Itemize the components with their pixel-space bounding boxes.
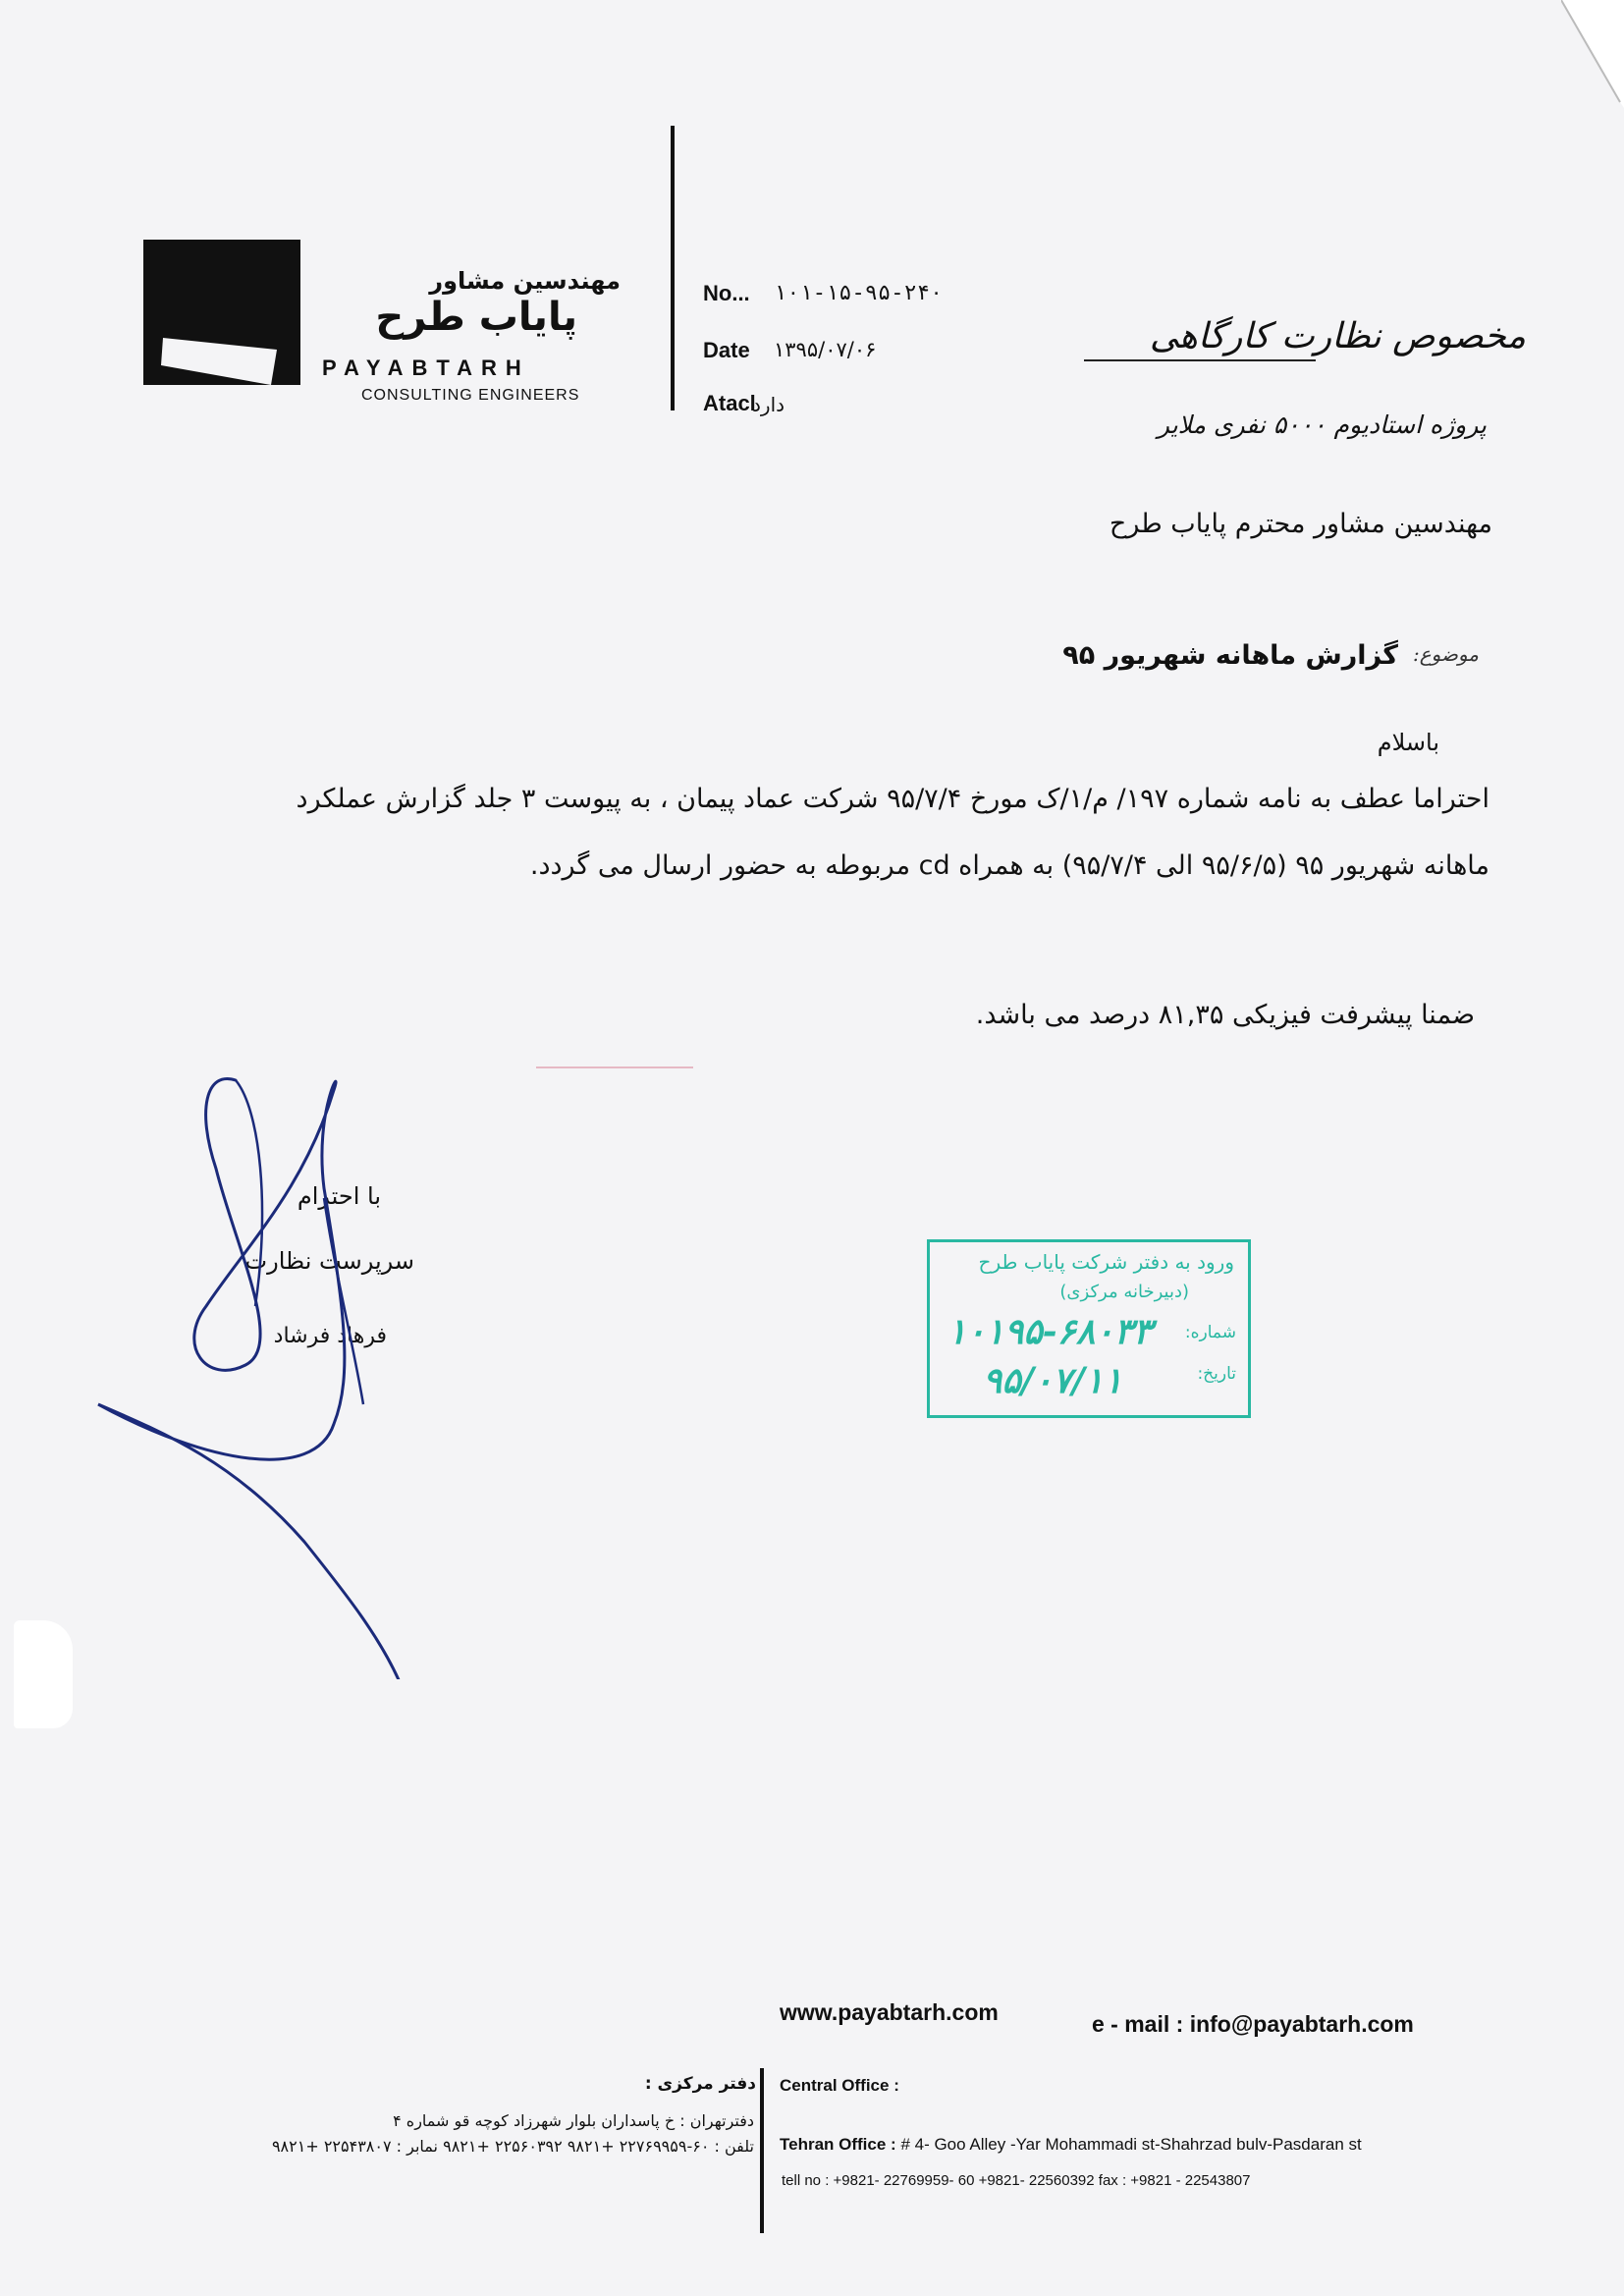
handwritten-signature — [88, 1051, 501, 1679]
body-paragraph-line: ماهانه شهریور ۹۵ (۹۵/۶/۵ الی ۹۵/۷/۴) به همراه cd مربوطه به حضور ارسال می گردد. — [529, 850, 1489, 881]
date-value: ۱۳۹۵/۰۷/۰۶ — [774, 338, 877, 361]
firm-name-en: PAYABTARH — [322, 355, 530, 380]
ref-no-value: ۱۰۱-۱۵-۹۵-۲۴۰ — [774, 281, 944, 305]
recipient: مهندسین مشاور محترم پایاب طرح — [1109, 509, 1492, 539]
signer-name: فرهاد فرشاد — [273, 1324, 387, 1348]
footer-divider — [760, 2068, 764, 2233]
ref-no-label: No... — [703, 281, 750, 305]
classification-note: مخصوص نظارت کارگاهی — [1149, 316, 1526, 356]
signer-title: سرپرست نظارت — [244, 1247, 414, 1275]
phones-en: tell no : +9821- 22769959- 60 +9821- 22560392 fax : +9821 - 22543807 — [782, 2172, 1251, 2189]
website-link[interactable]: www.payabtarh.com — [780, 1999, 999, 2025]
payabtarh-logo — [143, 240, 300, 385]
firm-title-fa: مهندسین مشاور — [429, 267, 621, 295]
stamp-subtitle: (دبیرخانه مرکزی) — [1059, 1282, 1189, 1302]
subject: گزارش ماهانه شهریور ۹۵ — [1062, 640, 1398, 671]
firm-tagline: CONSULTING ENGINEERS — [361, 387, 580, 404]
header-divider — [671, 126, 675, 410]
attachment-value: دارد — [752, 393, 785, 416]
stamp-date-label: تاریخ: — [1197, 1364, 1236, 1384]
tehran-office-address: # 4- Goo Alley -Yar Mohammadi st-Shahrzad bulv-Pasdaran st — [900, 2135, 1362, 2154]
firm-name-fa: پایاب طرح — [375, 295, 577, 340]
received-stamp — [927, 1239, 1251, 1418]
central-office-label-en: Central Office : — [780, 2076, 899, 2095]
stamp-number-label: شماره: — [1184, 1323, 1236, 1342]
phones-fa: تلفن : ۶۰-۲۲۷۶۹۹۵۹ +۹۸۲۱ ۲۲۵۶۰۳۹۲ +۹۸۲۱ نمابر : ۲۲۵۴۳۸۰۷ +۹۸۲۱ — [271, 2137, 754, 2156]
progress-note: ضمنا پیشرفت فیزیکی ۸۱,۳۵ درصد می باشد. — [975, 1000, 1475, 1030]
closing: با احترام — [297, 1182, 381, 1210]
date-label: Date — [703, 338, 750, 362]
folded-corner — [1561, 0, 1624, 108]
body-paragraph-line: احتراما عطف به نامه شماره ۱۹۷/ م/۱/ک مورخ ۹۵/۷/۴ شرکت عماد پیمان ، به پیوست ۳ جلد گزارش عملکرد — [296, 784, 1489, 814]
stamp-date-value: ۹۵/۰۷/۱۱ — [983, 1360, 1123, 1401]
project-note: پروژه استادیوم ۵۰۰۰ نفری ملایر — [1157, 410, 1487, 439]
paper-scrap — [14, 1620, 73, 1728]
email-link[interactable]: e - mail : info@payabtarh.com — [1092, 2011, 1414, 2037]
classification-underline — [1084, 359, 1316, 361]
tehran-office-label: Tehran Office : — [780, 2135, 896, 2154]
greeting: باسلام — [1377, 729, 1439, 756]
central-office-label-fa: دفتر مرکزی : — [644, 2074, 756, 2094]
stray-mark — [536, 1066, 693, 1068]
attachment-label: Atacl — [703, 391, 756, 415]
stamp-number-value: ۱۰۱۹۵-۶۸۰۳۳ — [947, 1311, 1153, 1352]
tehran-office-address-en — [780, 2135, 1362, 2155]
tehran-office-address-fa: دفترتهران : خ پاسداران بلوار شهرزاد کوچه قو شماره ۴ — [393, 2111, 754, 2130]
stamp-title: ورود به دفتر شرکت پایاب طرح — [978, 1250, 1234, 1274]
subject-label: موضوع: — [1412, 642, 1479, 666]
